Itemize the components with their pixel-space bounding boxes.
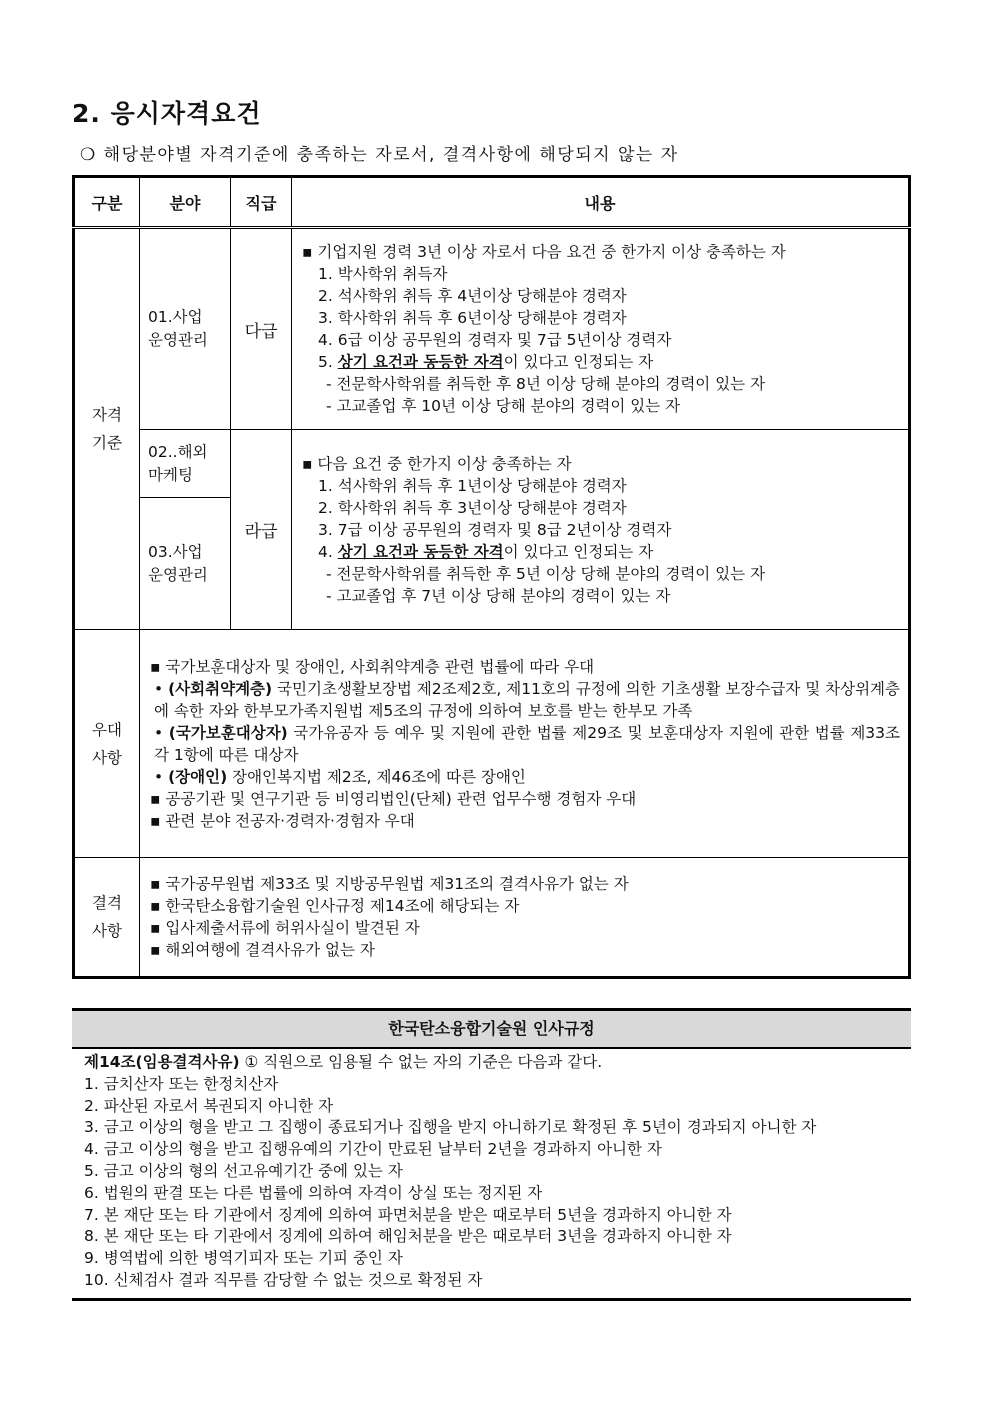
category-qualification: 자격 기준	[74, 228, 140, 630]
table-row	[74, 630, 910, 858]
header-grade: 직급	[231, 177, 292, 228]
list-item: • (장애인) 장애인복지법 제2조, 제46조에 따른 장애인	[154, 767, 526, 786]
list-item: 1. 박사학위 취득자	[318, 265, 448, 283]
qualification-content-1	[292, 228, 910, 430]
category-preference: 우대 사항	[74, 630, 140, 858]
grade-ra: 라급	[231, 430, 292, 630]
list-item: ▪ 공공기관 및 연구기관 등 비영리법인(단체) 관련 업무수행 경험자 우대	[150, 789, 637, 808]
field-business-ops-1: 01.사업 운영관리	[140, 228, 231, 430]
divider	[72, 1298, 911, 1301]
qualification-table	[72, 175, 911, 979]
intro-text: ❍ 해당분야별 자격기준에 충족하는 자로서, 결격사항에 해당되지 않는 자	[80, 145, 679, 165]
list-item: 4. 상기 요건과 동등한 자격이 있다고 인정되는 자	[318, 542, 654, 561]
regulation-body	[84, 1052, 904, 1292]
sub-item: - 고교졸업 후 7년 이상 당해 분야의 경력이 있는 자	[326, 586, 671, 605]
list-item: 1. 금치산자 또는 한정치산자	[84, 1074, 279, 1093]
list-item: 2. 학사학위 취득 후 3년이상 당해분야 경력자	[318, 498, 627, 517]
table-row	[74, 430, 910, 498]
list-item: 3. 금고 이상의 형을 받고 그 집행이 종료되거나 집행을 받지 아니하기로 확정된 후 5년이 경과되지 아니한 자	[84, 1118, 817, 1137]
category-disqualification: 결격 사항	[74, 858, 140, 978]
list-item: 7. 본 재단 또는 타 기관에서 징계에 의하여 파면처분을 받은 때로부터 5년을 경과하지 아니한 자	[84, 1205, 732, 1224]
list-item: 3. 학사학위 취득 후 6년이상 당해분야 경력자	[318, 309, 627, 327]
qualification-content-2	[292, 430, 910, 630]
section-title: 2. 응시자격요건	[72, 99, 262, 128]
header-category: 구분	[74, 177, 140, 228]
list-item: 6. 법원의 판결 또는 다른 법률에 의하여 자격이 상실 또는 정지된 자	[84, 1183, 543, 1202]
list-item: 8. 본 재단 또는 타 기관에서 징계에 의하여 해임처분을 받은 때로부터 3년을 경과하지 아니한 자	[84, 1227, 732, 1246]
preference-content	[140, 630, 910, 858]
disqualification-content	[140, 858, 910, 978]
lead-text: ▪ 기업지원 경력 3년 이상 자로서 다음 요건 중 한가지 이상 충족하는 자	[302, 243, 786, 261]
sub-item: - 전문학사학위를 취득한 후 5년 이상 당해 분야의 경력이 있는 자	[326, 564, 766, 583]
list-item: 4. 금고 이상의 형을 받고 집행유예의 기간이 만료된 날부터 2년을 경과하지 아니한 자	[84, 1140, 662, 1159]
list-item: 3. 7급 이상 공무원의 경력자 및 8급 2년이상 경력자	[318, 520, 672, 539]
list-item: ▪ 한국탄소융합기술원 인사규정 제14조에 해당되는 자	[150, 897, 520, 915]
list-item: 9. 병역법에 의한 병역기피자 또는 기피 중인 자	[84, 1249, 403, 1268]
list-item: ▪ 해외여행에 결격사유가 없는 자	[150, 941, 375, 959]
list-item: 10. 신체검사 결과 직무를 감당할 수 없는 것으로 확정된 자	[84, 1270, 483, 1289]
list-item: ▪ 관련 분야 전공자·경력자·경험자 우대	[150, 811, 415, 830]
sub-item: - 고교졸업 후 10년 이상 당해 분야의 경력이 있는 자	[326, 397, 681, 415]
table-row	[74, 858, 910, 978]
list-item: 1. 석사학위 취득 후 1년이상 당해분야 경력자	[318, 476, 627, 495]
header-field: 분야	[140, 177, 231, 228]
list-item: • (국가보훈대상자) 국가유공자 등 예우 및 지원에 관한 법률 제29조 및 보훈대상자 지원에 관한 법률 제33조 각 1항에 따른 대상자	[154, 723, 900, 764]
grade-da: 다급	[231, 228, 292, 430]
list-item: • (사회취약계층) 국민기초생활보장법 제2조제2호, 제11호의 규정에 의한 기초생활 보장수급자 및 차상위계층에 속한 자와 한부모가족지원법 제5조의 규정에 의하여 보호를 받는 한부모 가족	[154, 679, 900, 720]
table-row	[74, 228, 910, 430]
field-business-ops-2: 03.사업 운영관리	[140, 498, 231, 630]
regulation-header: 한국탄소융합기술원 인사규정	[72, 1008, 911, 1049]
sub-item: - 전문학사학위를 취득한 후 8년 이상 당해 분야의 경력이 있는 자	[326, 375, 766, 393]
list-item: 2. 석사학위 취득 후 4년이상 당해분야 경력자	[318, 287, 627, 305]
list-item: 5. 상기 요건과 동등한 자격이 있다고 인정되는 자	[318, 353, 654, 371]
field-overseas-marketing: 02..해외 마케팅	[140, 430, 231, 498]
lead-text: ▪ 국가보훈대상자 및 장애인, 사회취약계층 관련 법률에 따라 우대	[150, 657, 595, 676]
table-header-row	[74, 177, 910, 228]
lead-text: ▪ 다음 요건 중 한가지 이상 충족하는 자	[302, 454, 572, 473]
list-item: ▪ 국가공무원법 제33조 및 지방공무원법 제31조의 결격사유가 없는 자	[150, 875, 629, 893]
list-item: 5. 금고 이상의 형의 선고유예기간 중에 있는 자	[84, 1161, 403, 1180]
list-item: 4. 6급 이상 공무원의 경력자 및 7급 5년이상 경력자	[318, 331, 672, 349]
header-content: 내용	[292, 177, 910, 228]
list-item: 2. 파산된 자로서 복권되지 아니한 자	[84, 1096, 334, 1115]
list-item: ▪ 입사제출서류에 허위사실이 발견된 자	[150, 919, 420, 937]
regulation-article: 제14조(임용결격사유) ① 직원으로 임용될 수 없는 자의 기준은 다음과 같다.	[84, 1053, 603, 1071]
